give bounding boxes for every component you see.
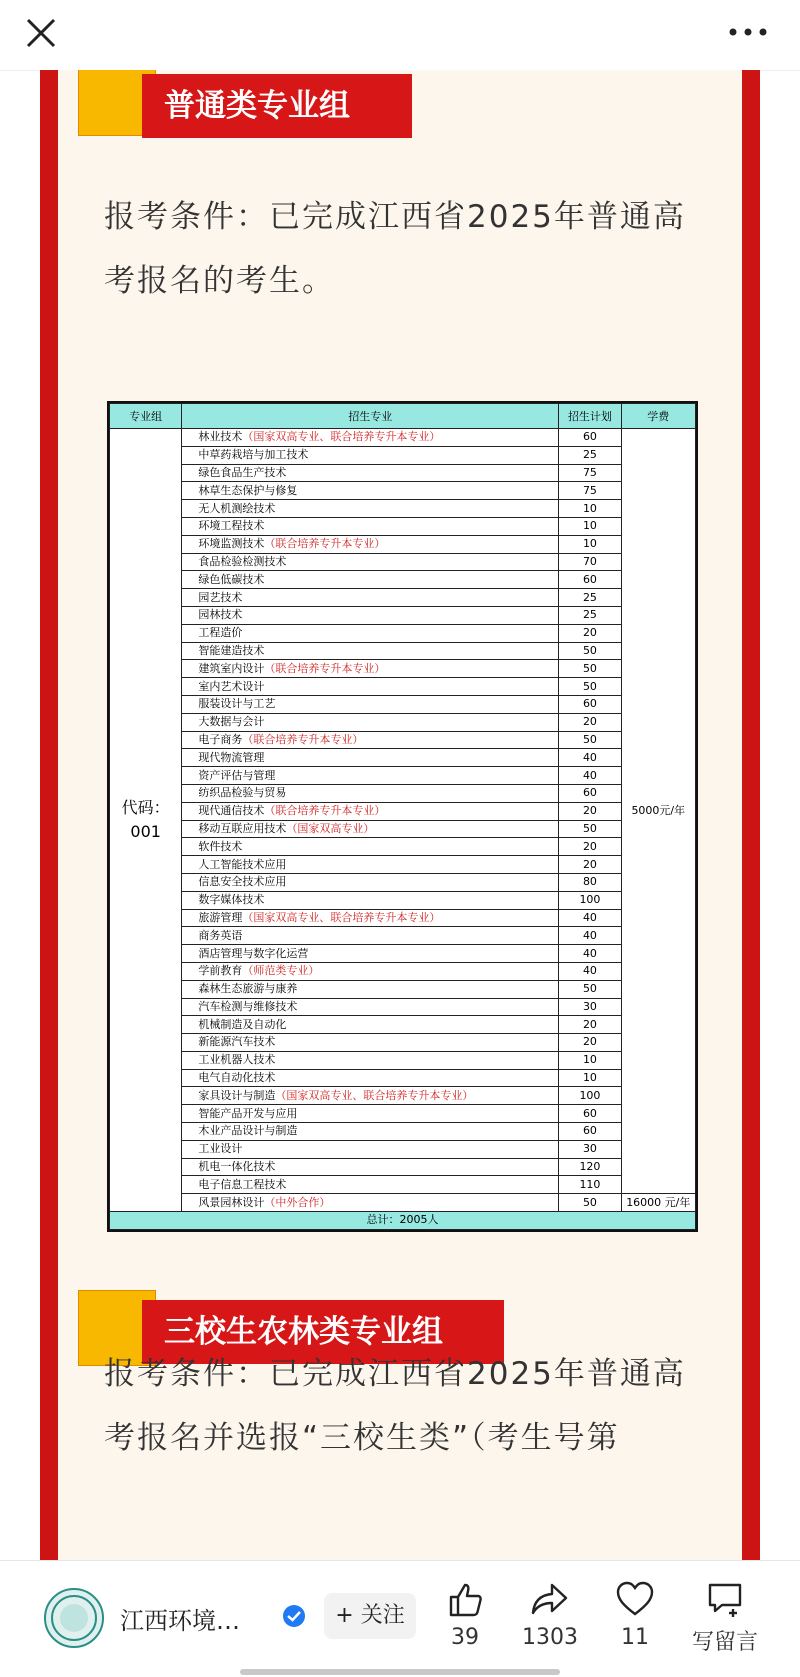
table-row bbox=[110, 678, 696, 696]
plan-cell: 100 bbox=[559, 1087, 621, 1105]
table-row bbox=[110, 838, 696, 856]
column-header: 招生计划 bbox=[559, 404, 621, 429]
table-row bbox=[110, 802, 696, 820]
major-cell bbox=[182, 873, 559, 891]
major-cell bbox=[182, 767, 559, 785]
table-row bbox=[110, 731, 696, 749]
major-name: 食品检验检测技术 bbox=[198, 554, 287, 568]
plan-cell: 40 bbox=[559, 909, 621, 927]
plan-cell: 120 bbox=[559, 1158, 621, 1176]
plan-cell: 10 bbox=[559, 1069, 621, 1087]
major-note: （国家双高专业） bbox=[286, 821, 375, 835]
major-name: 移动互联应用技术 bbox=[198, 821, 287, 835]
major-cell bbox=[182, 1194, 559, 1212]
major-cell bbox=[182, 446, 559, 464]
table-row bbox=[110, 642, 696, 660]
major-cell bbox=[182, 838, 559, 856]
table-row bbox=[110, 1158, 696, 1176]
table-row bbox=[110, 500, 696, 518]
major-name: 森林生态旅游与康养 bbox=[198, 982, 298, 996]
major-name: 家具设计与制造 bbox=[198, 1088, 276, 1102]
plan-cell: 50 bbox=[559, 980, 621, 998]
plan-cell: 50 bbox=[559, 731, 621, 749]
table-row bbox=[110, 1140, 696, 1158]
article-content bbox=[40, 70, 760, 1560]
major-name: 园艺技术 bbox=[198, 590, 243, 604]
major-name: 建筑室内设计 bbox=[198, 661, 265, 675]
major-name: 林业技术 bbox=[198, 430, 243, 444]
plan-cell: 20 bbox=[559, 856, 621, 874]
major-cell bbox=[182, 927, 559, 945]
major-note: （师范类专业） bbox=[242, 964, 320, 978]
major-name: 无人机测绘技术 bbox=[198, 501, 276, 515]
major-cell bbox=[182, 589, 559, 607]
plan-cell: 40 bbox=[559, 767, 621, 785]
major-name: 酒店管理与数字化运营 bbox=[198, 946, 309, 960]
close-icon[interactable] bbox=[22, 14, 62, 54]
table-row bbox=[110, 446, 696, 464]
plan-cell: 100 bbox=[559, 891, 621, 909]
plan-cell: 30 bbox=[559, 998, 621, 1016]
major-name: 工程造价 bbox=[198, 626, 243, 640]
major-cell bbox=[182, 464, 559, 482]
plan-cell: 50 bbox=[559, 642, 621, 660]
major-cell bbox=[182, 856, 559, 874]
comment-icon bbox=[705, 1579, 745, 1619]
table-row bbox=[110, 1069, 696, 1087]
heading-red-bar: 三校生农林类专业组 bbox=[142, 1300, 504, 1364]
major-name: 机械制造及自动化 bbox=[198, 1017, 287, 1031]
major-cell bbox=[182, 1087, 559, 1105]
major-cell bbox=[182, 962, 559, 980]
fee-cell-last: 16000 元/年 bbox=[621, 1194, 695, 1212]
plan-cell: 20 bbox=[559, 838, 621, 856]
column-header: 学费 bbox=[621, 404, 695, 429]
table-row bbox=[110, 624, 696, 642]
major-name: 纺织品检验与贸易 bbox=[198, 786, 287, 800]
table-row bbox=[110, 429, 696, 447]
table-row bbox=[110, 589, 696, 607]
major-name: 学前教育 bbox=[198, 964, 243, 978]
major-name: 数字媒体技术 bbox=[198, 893, 265, 907]
plan-cell: 75 bbox=[559, 482, 621, 500]
plan-cell: 60 bbox=[559, 695, 621, 713]
major-name: 旅游管理 bbox=[198, 910, 243, 924]
major-cell bbox=[182, 1034, 559, 1052]
plan-cell: 25 bbox=[559, 446, 621, 464]
left-red-border bbox=[40, 70, 58, 1560]
like-button[interactable] bbox=[420, 1573, 510, 1663]
home-indicator bbox=[240, 1669, 560, 1675]
plan-cell: 60 bbox=[559, 571, 621, 589]
table-row bbox=[110, 1051, 696, 1069]
plan-cell: 10 bbox=[559, 1051, 621, 1069]
plan-cell: 40 bbox=[559, 749, 621, 767]
major-name: 商务英语 bbox=[198, 928, 243, 942]
table-row bbox=[110, 1194, 696, 1212]
major-note: （中外合作） bbox=[264, 1195, 331, 1209]
major-note: （联合培养专升本专业） bbox=[242, 732, 364, 746]
bottom-bar bbox=[0, 1560, 800, 1677]
table-row bbox=[110, 535, 696, 553]
major-cell bbox=[182, 571, 559, 589]
major-name: 现代通信技术 bbox=[198, 804, 265, 818]
table-row bbox=[110, 482, 696, 500]
total-row bbox=[110, 1212, 696, 1230]
table-row bbox=[110, 767, 696, 785]
column-header: 招生专业 bbox=[182, 404, 559, 429]
major-name: 机电一体化技术 bbox=[198, 1160, 276, 1174]
table-row bbox=[110, 571, 696, 589]
plan-cell: 25 bbox=[559, 589, 621, 607]
major-name: 汽车检测与维修技术 bbox=[198, 999, 298, 1013]
major-name: 智能产品开发与应用 bbox=[198, 1106, 298, 1120]
table-row bbox=[110, 873, 696, 891]
table-row bbox=[110, 927, 696, 945]
more-icon[interactable] bbox=[726, 22, 770, 42]
major-cell bbox=[182, 517, 559, 535]
major-name: 新能源汽车技术 bbox=[198, 1035, 276, 1049]
major-name: 智能建造技术 bbox=[198, 643, 265, 657]
major-cell bbox=[182, 945, 559, 963]
major-name: 信息安全技术应用 bbox=[198, 875, 287, 889]
admissions-table bbox=[107, 401, 698, 1232]
table-row bbox=[110, 1016, 696, 1034]
major-name: 绿色食品生产技术 bbox=[198, 465, 287, 479]
major-name: 环境监测技术 bbox=[198, 537, 265, 551]
group-code-cell: 代码：001 bbox=[110, 429, 182, 1212]
avatar[interactable] bbox=[44, 1588, 104, 1648]
major-cell bbox=[182, 1176, 559, 1194]
major-cell bbox=[182, 660, 559, 678]
condition-text-general: 报考条件：已完成江西省2025年普通高考报名的考生。 bbox=[104, 199, 686, 299]
major-name: 现代物流管理 bbox=[198, 750, 265, 764]
table-row bbox=[110, 464, 696, 482]
major-cell bbox=[182, 1140, 559, 1158]
major-name: 室内艺术设计 bbox=[198, 679, 265, 693]
major-note: （国家双高专业、联合培养专升本专业） bbox=[242, 910, 441, 924]
table-row bbox=[110, 1123, 696, 1141]
table-row bbox=[110, 660, 696, 678]
major-name: 中草药栽培与加工技术 bbox=[198, 448, 309, 462]
table-row bbox=[110, 553, 696, 571]
major-name: 资产评估与管理 bbox=[198, 768, 276, 782]
heart-icon bbox=[615, 1579, 655, 1619]
major-name: 绿色低碳技术 bbox=[198, 572, 265, 586]
major-note: （联合培养专升本专业） bbox=[264, 537, 386, 551]
major-note: （联合培养专升本专业） bbox=[264, 804, 386, 818]
major-name: 大数据与会计 bbox=[198, 715, 265, 729]
plan-cell: 60 bbox=[559, 429, 621, 447]
like-count: 39 bbox=[451, 1625, 479, 1650]
table-row bbox=[110, 517, 696, 535]
table-row bbox=[110, 1105, 696, 1123]
top-bar bbox=[0, 0, 800, 71]
major-name: 风景园林设计 bbox=[198, 1195, 265, 1209]
share-icon bbox=[530, 1579, 570, 1619]
table-row bbox=[110, 1087, 696, 1105]
plan-cell: 10 bbox=[559, 517, 621, 535]
major-name: 工业机器人技术 bbox=[198, 1053, 276, 1067]
major-cell bbox=[182, 482, 559, 500]
major-cell bbox=[182, 891, 559, 909]
plan-cell: 50 bbox=[559, 660, 621, 678]
major-cell bbox=[182, 731, 559, 749]
plan-cell: 10 bbox=[559, 535, 621, 553]
right-red-border bbox=[742, 70, 760, 1560]
column-header: 专业组 bbox=[110, 404, 182, 429]
plan-cell: 10 bbox=[559, 500, 621, 518]
major-cell bbox=[182, 1069, 559, 1087]
plan-cell: 20 bbox=[559, 713, 621, 731]
table-row bbox=[110, 945, 696, 963]
comment-label: 写留言 bbox=[691, 1630, 758, 1655]
plan-cell: 25 bbox=[559, 606, 621, 624]
major-name: 工业设计 bbox=[198, 1142, 243, 1156]
table-header-row bbox=[110, 404, 696, 429]
major-name: 林草生态保护与修复 bbox=[198, 483, 298, 497]
table-row bbox=[110, 695, 696, 713]
major-cell bbox=[182, 1051, 559, 1069]
major-name: 服装设计与工艺 bbox=[198, 697, 276, 711]
like-icon bbox=[445, 1579, 485, 1619]
plan-cell: 50 bbox=[559, 1194, 621, 1212]
major-cell bbox=[182, 749, 559, 767]
major-cell bbox=[182, 980, 559, 998]
major-cell bbox=[182, 429, 559, 447]
major-cell bbox=[182, 606, 559, 624]
table-row bbox=[110, 606, 696, 624]
table-row bbox=[110, 962, 696, 980]
table-body bbox=[110, 429, 696, 1230]
major-cell bbox=[182, 820, 559, 838]
plan-cell: 60 bbox=[559, 1105, 621, 1123]
table-row bbox=[110, 909, 696, 927]
plan-cell: 50 bbox=[559, 820, 621, 838]
table-row bbox=[110, 980, 696, 998]
plan-cell: 50 bbox=[559, 678, 621, 696]
major-cell bbox=[182, 695, 559, 713]
table-row bbox=[110, 891, 696, 909]
major-cell bbox=[182, 678, 559, 696]
plan-cell: 40 bbox=[559, 945, 621, 963]
table-row bbox=[110, 856, 696, 874]
table-row bbox=[110, 820, 696, 838]
major-name: 环境工程技术 bbox=[198, 519, 265, 533]
major-note: （国家双高专业、联合培养专升本专业） bbox=[275, 1088, 474, 1102]
favorite-button[interactable] bbox=[590, 1573, 680, 1663]
plan-cell: 20 bbox=[559, 1016, 621, 1034]
major-cell bbox=[182, 624, 559, 642]
table-row bbox=[110, 998, 696, 1016]
follow-button[interactable]: + 关注 bbox=[324, 1593, 416, 1639]
major-cell bbox=[182, 553, 559, 571]
major-cell bbox=[182, 500, 559, 518]
major-cell bbox=[182, 1105, 559, 1123]
fee-cell: 5000元/年 bbox=[621, 429, 695, 1194]
plan-cell: 75 bbox=[559, 464, 621, 482]
major-name: 木业产品设计与制造 bbox=[198, 1124, 298, 1138]
table-row bbox=[110, 784, 696, 802]
table-row bbox=[110, 713, 696, 731]
major-cell bbox=[182, 535, 559, 553]
major-cell bbox=[182, 1123, 559, 1141]
major-name: 电子信息工程技术 bbox=[198, 1177, 287, 1191]
share-button[interactable] bbox=[505, 1573, 595, 1663]
major-cell bbox=[182, 1016, 559, 1034]
share-count: 1303 bbox=[522, 1625, 578, 1650]
plan-cell: 40 bbox=[559, 927, 621, 945]
major-cell bbox=[182, 642, 559, 660]
plan-cell: 40 bbox=[559, 962, 621, 980]
major-note: （国家双高专业、联合培养专升本专业） bbox=[242, 430, 441, 444]
plan-cell: 70 bbox=[559, 553, 621, 571]
plan-cell: 30 bbox=[559, 1140, 621, 1158]
major-cell bbox=[182, 784, 559, 802]
major-name: 园林技术 bbox=[198, 608, 243, 622]
plan-cell: 20 bbox=[559, 624, 621, 642]
major-name: 软件技术 bbox=[198, 839, 243, 853]
logo-icon bbox=[46, 1590, 102, 1646]
major-cell bbox=[182, 713, 559, 731]
major-note: （联合培养专升本专业） bbox=[264, 661, 386, 675]
plan-cell: 80 bbox=[559, 873, 621, 891]
major-name: 电气自动化技术 bbox=[198, 1071, 276, 1085]
favorite-count: 11 bbox=[621, 1625, 649, 1650]
major-cell bbox=[182, 998, 559, 1016]
verified-icon bbox=[282, 1604, 306, 1628]
account-name[interactable]: 江西环境… bbox=[120, 1607, 240, 1635]
table-row bbox=[110, 1176, 696, 1194]
major-name: 人工智能技术应用 bbox=[198, 857, 287, 871]
major-cell bbox=[182, 1158, 559, 1176]
plan-cell: 60 bbox=[559, 784, 621, 802]
plan-cell: 60 bbox=[559, 1123, 621, 1141]
major-cell bbox=[182, 909, 559, 927]
table-row bbox=[110, 749, 696, 767]
major-name: 电子商务 bbox=[198, 732, 243, 746]
plan-cell: 20 bbox=[559, 802, 621, 820]
plan-cell: 110 bbox=[559, 1176, 621, 1194]
condition-text-three-school: 报考条件：已完成江西省2025年普通高考报名并选报“三校生类”（考生号第 bbox=[104, 1356, 686, 1456]
total-cell: 总计：2005人 bbox=[110, 1212, 696, 1230]
major-cell bbox=[182, 802, 559, 820]
comment-button[interactable] bbox=[680, 1573, 770, 1663]
heading-red-bar: 普通类专业组 bbox=[142, 74, 412, 138]
plan-cell: 20 bbox=[559, 1034, 621, 1052]
table-row bbox=[110, 1034, 696, 1052]
